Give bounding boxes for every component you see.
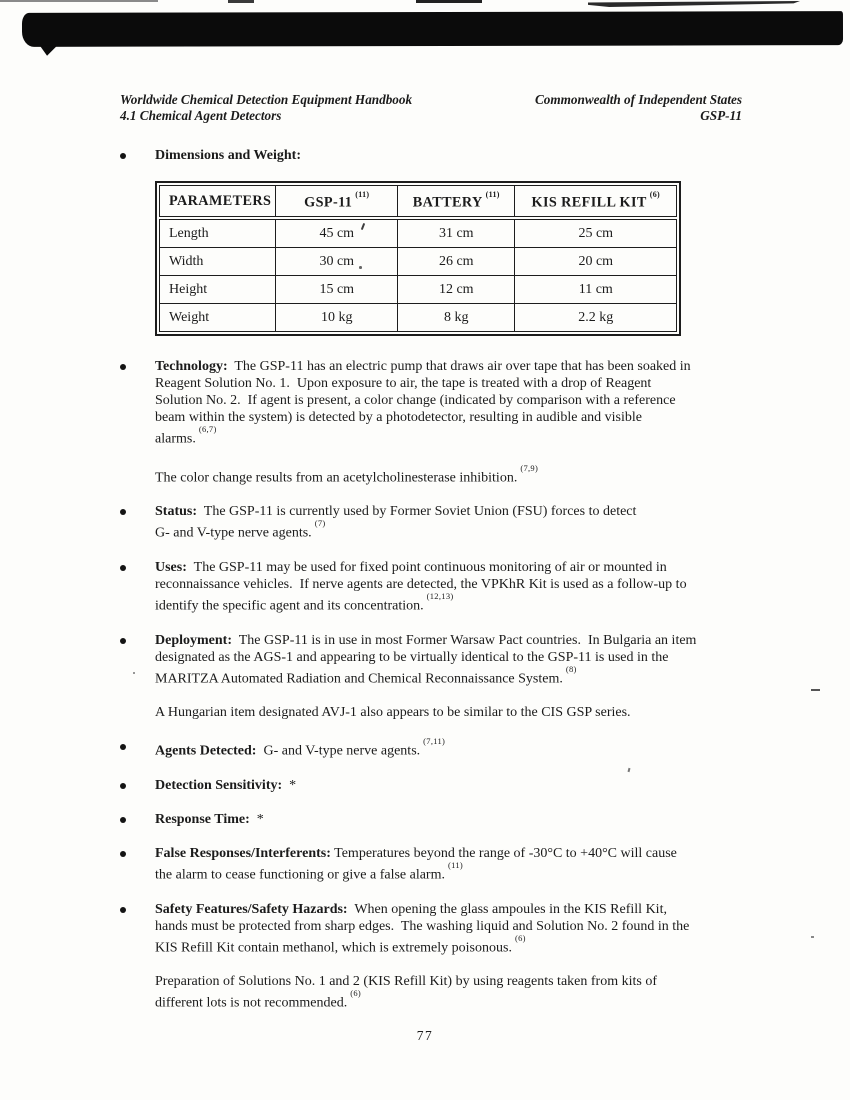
scan-speck [359, 266, 362, 269]
text-line [155, 520, 636, 542]
text-line [155, 901, 689, 918]
column-label: GSP-11 [304, 194, 353, 211]
bullet-icon [120, 783, 126, 789]
section-line-text: reconnaissance vehicles. If nerve agents are detected, the VPKhR Kit is used as a follow-up to [155, 576, 687, 592]
value-cell: 30 cm [276, 248, 398, 276]
text-line [155, 462, 539, 487]
value-cell: 2.2 kg [515, 304, 677, 332]
text-line [155, 738, 445, 760]
value-cell: 31 cm [398, 218, 515, 248]
section-text [155, 503, 636, 542]
section-agents-detected [120, 738, 850, 760]
section-title: Deployment: [155, 632, 232, 648]
value-cell: 10 kg [276, 304, 398, 332]
section-text [155, 462, 539, 487]
section-text [155, 738, 445, 760]
text-line [155, 375, 691, 392]
spec-table [155, 181, 681, 336]
table-row [160, 276, 677, 304]
section-title: Detection Sensitivity: [155, 777, 283, 793]
bullet-icon [120, 364, 126, 370]
column-label: PARAMETERS [169, 192, 272, 209]
text-line [155, 859, 677, 884]
header-region: Commonwealth of Independent States [535, 92, 742, 107]
text-line [155, 590, 687, 615]
table-header-cell [276, 186, 398, 219]
dimensions-weight-table [159, 185, 677, 332]
footnote-reference: (8) [565, 663, 577, 674]
scan-streak [228, 0, 254, 3]
section-safety [120, 901, 850, 957]
parameter-cell: Width [160, 248, 276, 276]
scan-speck [133, 672, 135, 674]
bullet-icon [120, 565, 126, 571]
section-text [155, 811, 264, 828]
parameter-cell: Weight [160, 304, 276, 332]
bullet-icon [120, 907, 126, 913]
parameter-cell: Height [160, 276, 276, 304]
column-label: BATTERY [412, 194, 483, 211]
section-line-text: different lots is not recommended. [155, 995, 348, 1011]
sections-after-table [0, 358, 850, 1012]
table-header-row [160, 186, 677, 219]
section-title: Status: [155, 504, 198, 520]
section-title: False Responses/Interferents: [155, 845, 331, 861]
text-line [155, 632, 696, 649]
section-detection-sensitivity [120, 777, 850, 794]
bullet-icon [120, 509, 126, 515]
scan-bar [22, 11, 843, 47]
bullet-icon [120, 851, 126, 857]
table-header-cell [160, 186, 276, 219]
scan-streak [588, 1, 800, 7]
footnote-reference: (6) [514, 932, 526, 943]
table-row [160, 248, 677, 276]
section-text [155, 973, 657, 1012]
value-cell: 20 cm [515, 248, 677, 276]
section-line-text: Solution No. 2. If agent is present, a color change (indicated by comparison with a reference [155, 393, 676, 408]
footnote-reference: (6,7) [198, 424, 217, 434]
text-line [155, 358, 691, 375]
bullet-icon [120, 744, 126, 750]
table-row [160, 218, 677, 248]
section-title: Uses: [155, 559, 187, 575]
section-text [155, 704, 631, 721]
parameter-cell: Length [160, 218, 276, 248]
column-label: KIS REFILL KIT [531, 194, 647, 211]
section-text [155, 632, 696, 688]
page-number: 77 [416, 1028, 434, 1043]
value-cell: 11 cm [515, 276, 677, 304]
bullet-icon [120, 817, 126, 823]
text-line [155, 392, 691, 409]
section-hungarian [120, 704, 850, 721]
section-line-text: The GSP-11 has an electric pump that draws air over tape that has been soaked in [227, 359, 691, 374]
text-line [155, 426, 691, 448]
section-line-text: hands must be protected from sharp edges. The washing liquid and Solution No. 2 found in the [155, 918, 690, 934]
value-cell: 25 cm [515, 218, 677, 248]
sections-before-table [0, 147, 850, 164]
section-line-text: The color change results from an acetylcholinesterase inhibition. [155, 470, 518, 486]
text-line [155, 811, 264, 828]
text-line [155, 649, 696, 666]
footnote-reference: (11) [448, 859, 464, 870]
text-line [155, 147, 301, 164]
header-model: GSP-11 [700, 108, 742, 123]
section-preparation [120, 973, 850, 1012]
footnote-reference: (6) [649, 190, 660, 200]
section-text [155, 147, 301, 164]
scan-speck [811, 936, 814, 938]
table-body [160, 218, 677, 332]
section-response-time [120, 811, 850, 828]
value-cell: 26 cm [398, 248, 515, 276]
section-line-text: G- and V-type nerve agents. [256, 743, 421, 759]
table-header-cell [398, 186, 515, 219]
handbook-title: Worldwide Chemical Detection Equipment Handbook [120, 92, 413, 107]
footnote-reference: (7,9) [520, 462, 539, 473]
section-color-change [120, 462, 850, 487]
text-line [155, 777, 296, 794]
section-line-text: The GSP-11 is in use in most Former Warsaw Pact countries. In Bulgaria an item [232, 632, 697, 648]
section-title: Dimensions and Weight: [155, 148, 301, 163]
text-line [155, 990, 657, 1012]
section-title: Agents Detected: [155, 743, 257, 759]
text-line [155, 559, 687, 576]
section-false-responses [120, 845, 850, 884]
section-line-text: identify the specific agent and its concentration. [155, 598, 424, 614]
text-line [155, 932, 689, 957]
section-line-text: Reagent Solution No. 1. Upon exposure to air, the tape is treated with a drop of Reagent [155, 376, 652, 391]
section-line-text: MARITZA Automated Radiation and Chemical Reconnaissance System. [155, 671, 563, 687]
header-right [535, 92, 742, 124]
text-line [155, 918, 689, 935]
text-line [155, 576, 687, 593]
text-line [155, 973, 657, 990]
section-deployment [120, 632, 850, 688]
footnote-reference: (11) [485, 190, 500, 200]
footnote-reference: (7) [314, 518, 326, 529]
section-text [155, 358, 691, 448]
section-technology [120, 358, 850, 448]
section-line-text: A Hungarian item designated AVJ-1 also appears to be similar to the CIS GSP series. [155, 705, 631, 721]
header-left [120, 92, 412, 124]
scan-streak [0, 0, 158, 2]
value-cell: 12 cm [398, 276, 515, 304]
footnote-reference: (12,13) [426, 590, 454, 601]
section-dimensions [120, 147, 850, 164]
section-text [155, 901, 689, 957]
bullet-icon [120, 638, 126, 644]
scan-speck [811, 689, 820, 691]
section-line-text: Temperatures beyond the range of -30°C to +40°C will cause [330, 845, 677, 861]
section-text [155, 845, 677, 884]
section-line-text: The GSP-11 is currently used by Former Soviet Union (FSU) forces to detect [197, 504, 637, 520]
section-line-text: beam within the system) is detected by a photodetector, resulting in audible and visible [155, 410, 642, 425]
section-line-text: KIS Refill Kit contain methanol, which is extremely poisonous. [155, 940, 512, 956]
value-cell: 45 cm [276, 218, 398, 248]
section-line-text: * [282, 777, 297, 793]
value-cell: 15 cm [276, 276, 398, 304]
table-header-cell [515, 186, 677, 219]
section-line-text: When opening the glass ampoules in the KIS Refill Kit, [347, 901, 667, 917]
section-title: Response Time: [155, 811, 250, 827]
table-row [160, 304, 677, 332]
section-line-text: designated as the AGS-1 and appearing to be virtually identical to the GSP-11 is used in the [155, 649, 669, 665]
section-title: Safety Features/Safety Hazards: [155, 901, 348, 917]
footnote-reference: (6) [350, 988, 362, 999]
section-line-text: * [249, 811, 264, 827]
text-line [155, 409, 691, 426]
section-title: Technology: [155, 359, 228, 374]
section-line-text: Preparation of Solutions No. 1 and 2 (KIS Refill Kit) by using reagents taken from kits of [155, 974, 657, 990]
section-text [155, 559, 687, 615]
footnote-reference: (7,11) [423, 736, 446, 747]
section-text [155, 777, 296, 794]
text-line [155, 704, 631, 721]
text-line [155, 663, 696, 688]
document-body [0, 147, 850, 1029]
footnote-reference: (11) [355, 190, 370, 200]
text-line [155, 845, 677, 862]
text-line [155, 503, 636, 520]
page-header [120, 92, 742, 124]
scan-streak [416, 0, 482, 3]
section-uses [120, 559, 850, 615]
section-line-text: alarms. [155, 431, 196, 447]
section-line-text: the alarm to cease functioning or give a false alarm. [155, 867, 445, 883]
bullet-icon [120, 153, 126, 159]
section-line-text: The GSP-11 may be used for fixed point continuous monitoring of air or mounted in [186, 559, 667, 575]
handbook-section: 4.1 Chemical Agent Detectors [120, 108, 282, 123]
value-cell: 8 kg [398, 304, 515, 332]
section-line-text: G- and V-type nerve agents. [155, 525, 312, 541]
section-status [120, 503, 850, 542]
